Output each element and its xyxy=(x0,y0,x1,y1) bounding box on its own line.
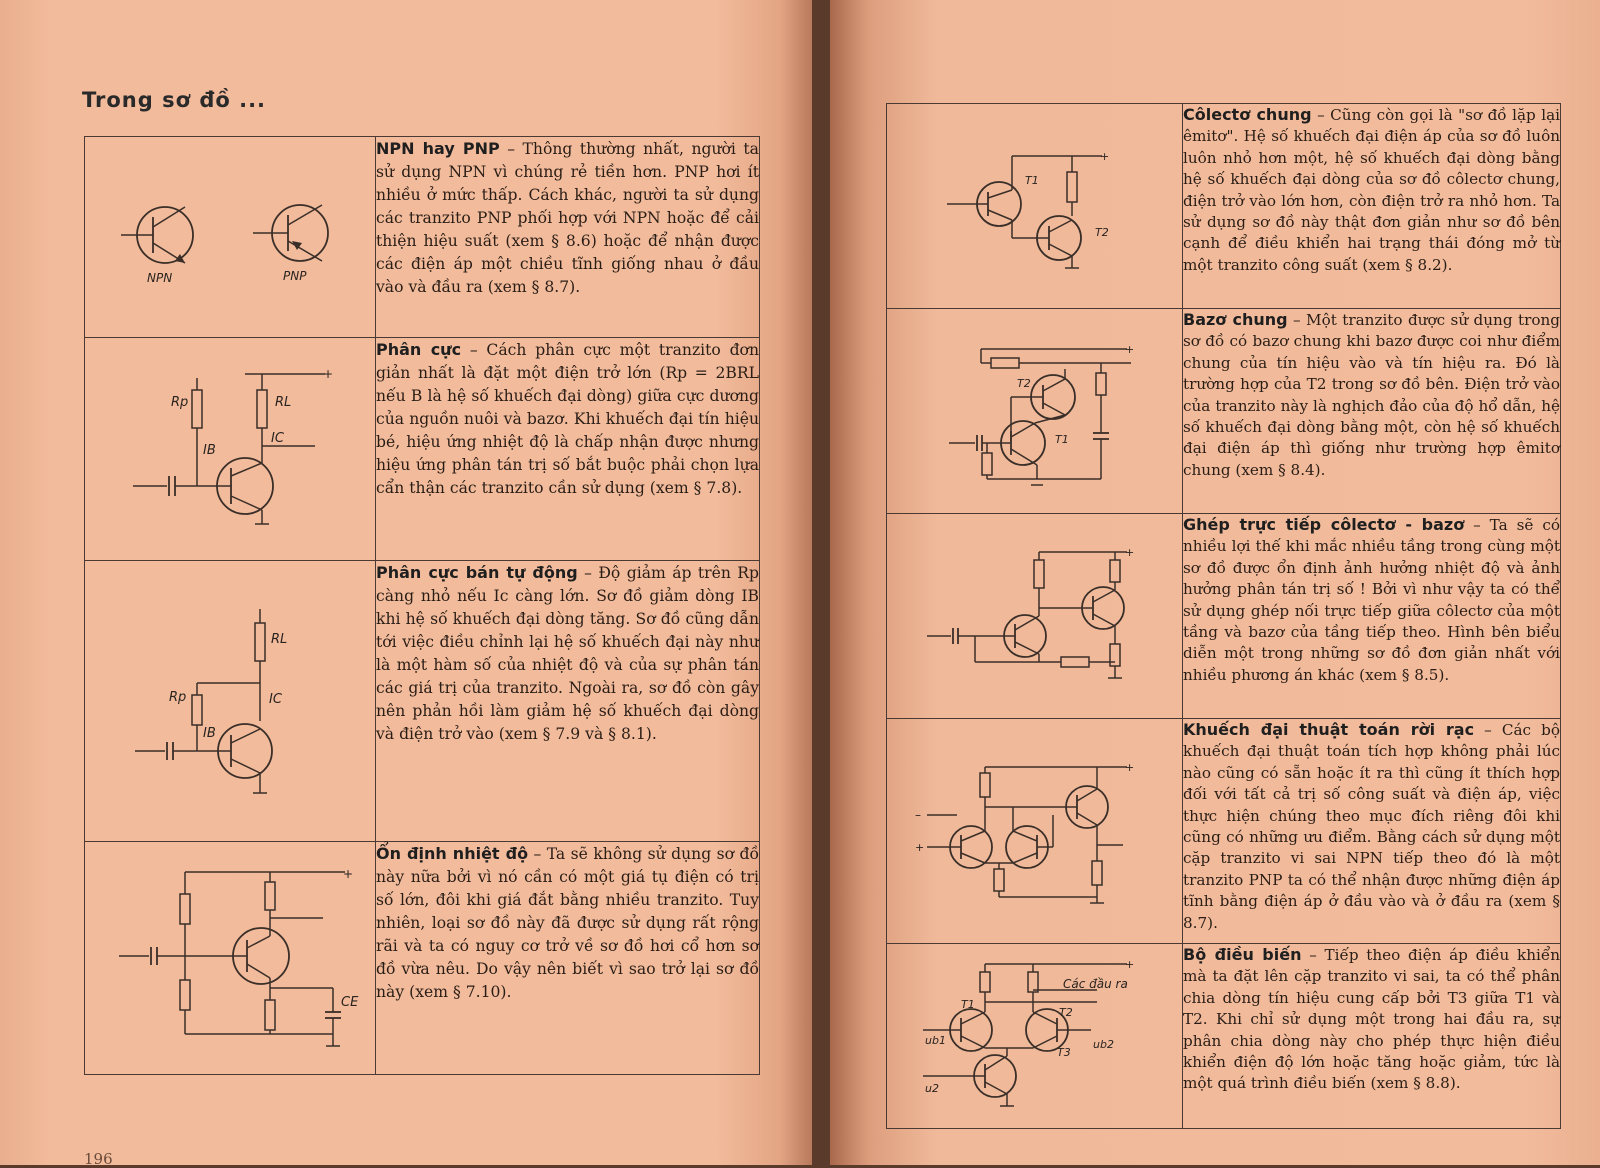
table-row xyxy=(887,944,1561,1129)
page-number: 196 xyxy=(84,1150,113,1168)
row-title: Bazơ chung xyxy=(1183,310,1288,329)
simple-bias-diagram xyxy=(85,338,375,560)
row-text: – Độ giảm áp trên Rp càng nhỏ nếu Ic càng lớn. Sơ đồ giảm dòng IB khi hệ số khuếch đại dòng tăng. Sơ đồ cũng dẫn tới việc điều chỉnh lại hệ số khuếch đại này như là một hàm số của nhiệt độ và của sự phân tán các giá trị của tranzito. Ngoài ra, sơ đồ còn gây nên phản hồi làm giảm hệ số khuếch đại dòng và điện trở vào (xem § 7.9 và § 8.1). xyxy=(376,564,760,743)
t3-label: T3 xyxy=(1057,1046,1071,1059)
ib-label: IB xyxy=(203,443,216,458)
rp-label: Rp xyxy=(169,690,187,705)
rl-label: RL xyxy=(271,632,288,647)
table-row xyxy=(887,104,1561,309)
npn-label: NPN xyxy=(147,271,173,285)
plus-label: + xyxy=(1100,150,1110,163)
row-title: Phân cực bán tự động xyxy=(376,563,578,582)
ic-label: IC xyxy=(269,692,282,707)
figure-cell xyxy=(85,842,376,1075)
row-text: – Cũng còn gọi là "sơ đồ lặp lại êmitơ". Hệ số khuếch đại điện áp của sơ đồ luôn luôn nhỏ hơn một, hệ số khuếch đại dòng bằng hệ số khuếch đại dòng của sơ đồ côlectơ chung, điện trở vào lớn hơn, còn điện trở ra nhỏ hơn. Ta sử dụng sơ đồ này thật đơn giản như sơ đồ bên cạnh để điều khiển hai trạng thái đóng mở từ một tranzito công suất (xem § 8.2). xyxy=(1183,106,1561,274)
description-cell xyxy=(1183,309,1561,514)
page-heading: Trong sơ đồ ... xyxy=(82,88,267,112)
figure-cell xyxy=(887,309,1183,514)
description-cell xyxy=(376,842,760,1075)
row-title: Ghép trực tiếp côlectơ - bazơ xyxy=(1183,515,1465,534)
t1-label: T1 xyxy=(1025,174,1039,187)
table-row xyxy=(85,338,760,561)
right-circuit-table xyxy=(886,103,1561,1129)
figure-cell xyxy=(887,719,1183,944)
direct-coupling-diagram xyxy=(887,514,1182,718)
table-row xyxy=(85,561,760,842)
t2-label: T2 xyxy=(1017,377,1031,390)
ub1-label: ub1 xyxy=(925,1034,946,1047)
plus-input-label: + xyxy=(915,841,925,854)
npn-pnp-symbols-diagram xyxy=(85,137,375,337)
table-row xyxy=(85,842,760,1075)
row-text: – Các bộ khuếch đại thuật toán tích hợp không phải lúc nào cũng có sẵn hoặc ít ra thì cũng ít thích hợp đối với tất cả trị số công suất và điện áp, việc thực hiện chúng theo mục đích riêng đôi khi cũng có những ưu điểm. Bằng cách sử dụng một cặp tranzito vi sai NPN tiếp theo đó là một tranzito PNP ta có thể nhận được những điện áp tĩnh bằng điện áp ở đầu vào và ở đầu ra (xem § 8.7). xyxy=(1183,721,1561,932)
t2-label: T2 xyxy=(1059,1006,1073,1019)
description-cell xyxy=(1183,104,1561,309)
plus-label: + xyxy=(1125,546,1135,559)
t2-label: T2 xyxy=(1095,226,1109,239)
left-circuit-table xyxy=(84,136,760,1075)
row-title: Côlectơ chung xyxy=(1183,105,1312,124)
description-cell xyxy=(1183,719,1561,944)
common-collector-diagram xyxy=(887,104,1182,308)
figure-cell xyxy=(887,944,1183,1129)
row-title: NPN hay PNP xyxy=(376,139,500,158)
plus-label: + xyxy=(1125,343,1135,356)
row-title: Ổn định nhiệt độ xyxy=(376,844,529,863)
row-text: – Một tranzito được sử dụng trong sơ đồ có bazơ chung khi bazơ được coi như điểm chung của tín hiệu vào và tín hiệu ra. Đó là trường hợp của T2 trong sơ đồ bên. Điện trở vào của tranzito này là nghịch đảo của độ hổ dẫn, hệ số khuếch đại dòng bằng một, còn hệ số khuếch đại điện áp thì giống như trường hợp êmitơ chung (xem § 8.4). xyxy=(1183,311,1560,479)
right-page xyxy=(830,0,1600,1165)
row-text: – Tiếp theo điện áp điều khiển mà ta đặt lên cặp tranzito vi sai, ta có thể phân chia dòng tín hiệu cung cấp bởi T3 giữa T1 và T2. Khi chỉ sử dụng một trong hai đầu ra, sự phân chia dòng này cho phép thực hiện điều khiển điện độ lớn hoặc tăng hoặc giảm, tức là một quá trình điều biến (xem § 8.8). xyxy=(1183,946,1560,1093)
row-title: Phân cực xyxy=(376,340,462,359)
table-row xyxy=(887,309,1561,514)
semi-auto-bias-diagram xyxy=(85,561,375,841)
figure-cell xyxy=(887,514,1183,719)
description-cell xyxy=(376,137,760,338)
modulator-diagram xyxy=(887,944,1182,1128)
description-cell xyxy=(376,338,760,561)
row-text: – Cách phân cực một tranzito đơn giản nhất là đặt một điện trở lớn (Rp = 2BRL nếu B là hệ số khuếch đại dòng) giữa cực dương của nguồn nuôi và bazơ. Khi khuếch đại tín hiệu bé, hiệu ứng nhiệt độ là chấp nhận được nhưng hiệu ứng phân tán trị số bắt buộc phải chọn lựa cẩn thận các tranzito cần sử dụng (xem § 7.8). xyxy=(376,341,759,497)
table-row xyxy=(887,719,1561,944)
description-cell xyxy=(376,561,760,842)
ce-label: CE xyxy=(341,995,359,1010)
description-cell xyxy=(1183,944,1561,1129)
plus-label: + xyxy=(1125,761,1135,774)
ub2-label: ub2 xyxy=(1093,1038,1114,1051)
rl-label: RL xyxy=(275,395,292,410)
t1-label: T1 xyxy=(961,998,975,1011)
outputs-label: Các đầu ra xyxy=(1063,977,1128,991)
table-row xyxy=(887,514,1561,719)
pnp-label: PNP xyxy=(283,269,307,283)
figure-cell xyxy=(887,104,1183,309)
figure-cell xyxy=(85,137,376,338)
row-text: – Ta sẽ không sử dụng sơ đồ này nữa bởi vì nó cần có một giá tụ điện có trị số lớn, đôi khi giá đắt bằng nhiều tranzito. Tuy nhiên, loại sơ đồ này đã được sử dụng rất rộng rãi và ta có nguy cơ trở về sơ đồ hơi cổ hơn sơ đồ vừa nêu. Do vậy nên biết vì sao trở lại sơ đồ này (xem § 7.10). xyxy=(376,845,759,1001)
discrete-opamp-diagram xyxy=(887,719,1182,943)
temperature-stabilization-diagram xyxy=(85,842,375,1074)
plus-label: + xyxy=(1125,958,1135,971)
ic-label: IC xyxy=(271,431,284,446)
u2-label: u2 xyxy=(925,1082,939,1095)
row-text: – Ta sẽ có nhiều lợi thế khi mắc nhiều tầng trong cùng một sơ đồ được ổn định ảnh hưởng nhiệt độ và ảnh hưởng phân tán trị số ! Bởi vì như vậy ta có thể sử dụng ghép nối trực tiếp giữa côlectơ của một tầng và bazơ của tầng tiếp theo. Hình bên biểu diễn một trong những sơ đồ đơn giản nhất với nhiều phương án khác (xem § 8.5). xyxy=(1183,516,1560,684)
figure-cell xyxy=(85,338,376,561)
common-base-diagram xyxy=(887,309,1182,513)
table-row xyxy=(85,137,760,338)
row-title: Bộ điều biến xyxy=(1183,945,1302,964)
figure-cell xyxy=(85,561,376,842)
ib-label: IB xyxy=(203,726,216,741)
t1-label: T1 xyxy=(1055,433,1069,446)
minus-label: – xyxy=(915,808,921,822)
plus-label: + xyxy=(343,867,354,881)
plus-label: + xyxy=(323,367,334,381)
rp-label: Rp xyxy=(171,395,189,410)
row-text: – Thông thường nhất, người ta sử dụng NPN vì chúng rẻ tiền hơn. PNP hơi ít nhiều ở mức thấp. Cách khác, người ta sử dụng các tranzito PNP phối hợp với NPN hoặc để cải thiện hiệu suất (xem § 8.6) hoặc để nhận được các điện áp một chiều tĩnh giống nhau ở đầu vào và đầu ra (xem § 8.7). xyxy=(376,140,759,296)
row-title: Khuếch đại thuật toán rời rạc xyxy=(1183,720,1475,739)
description-cell xyxy=(1183,514,1561,719)
